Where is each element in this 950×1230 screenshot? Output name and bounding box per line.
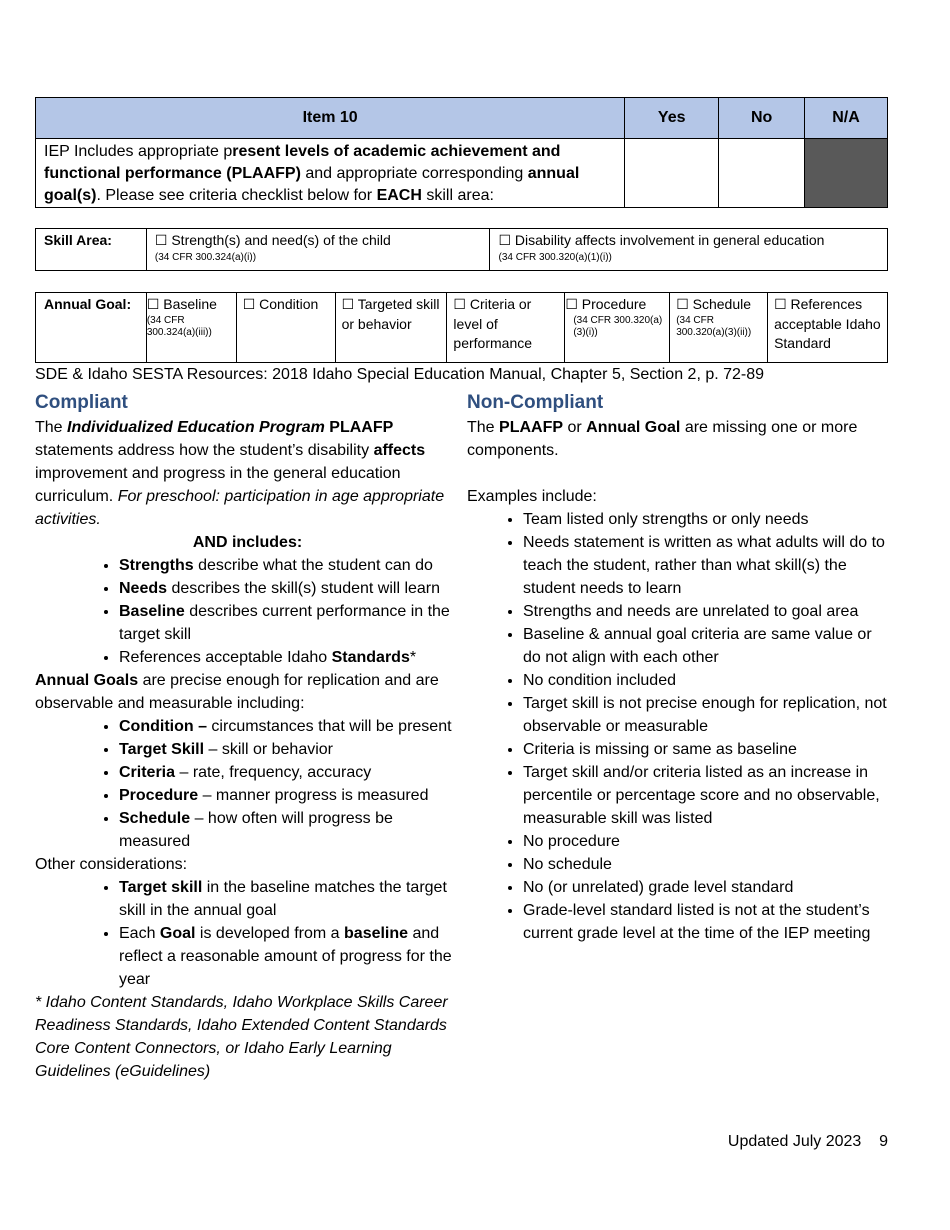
compliant-heading: Compliant (35, 392, 128, 413)
noncompliant-intro: The PLAAFP or Annual Goal are missing one or more components. (467, 419, 858, 459)
list-item: • References acceptable Idaho Standards* (119, 646, 460, 669)
item-10-table (35, 97, 888, 208)
list-item: • No schedule (523, 853, 892, 876)
annual-goal-label: Annual Goal: (36, 293, 147, 363)
other-considerations: Other considerations: (35, 856, 188, 873)
yes-cell[interactable] (625, 139, 719, 208)
criteria-checkbox[interactable]: ☐ Criteria or level of performance (447, 293, 565, 363)
list-item: • Condition – circumstances that will be present (119, 715, 460, 738)
disability-affects-checkbox[interactable]: ☐ Disability affects involvement in general education (34 CFR 300.320(a)(1)(i)) (490, 229, 888, 271)
compliant-intro: The Individualized Education Program PLAAFP statements address how the student’s disability affects improvement and progress in the general education curriculum. For preschool: participation in age appropriate activities. (35, 419, 445, 528)
no-header: No (719, 98, 805, 139)
compliant-column (35, 390, 460, 1083)
list-item: • Criteria is missing or same as baseline (523, 738, 892, 761)
strength-needs-checkbox[interactable]: ☐ Strength(s) and need(s) of the child (34 CFR 300.324(a)(i)) (146, 229, 490, 271)
spacer (467, 462, 892, 485)
list-item: • Needs statement is written as what adults will do to teach the student, rather than what skill(s) the student needs to learn (523, 531, 892, 600)
noncompliant-column (467, 390, 892, 945)
compliant-list-3 (35, 876, 460, 991)
list-item: • Team listed only strengths or only needs (523, 508, 892, 531)
skill-area-label: Skill Area: (36, 229, 147, 271)
annual-goal-table (35, 292, 888, 363)
list-item: • Target skill in the baseline matches the target skill in the annual goal (119, 876, 460, 922)
condition-checkbox[interactable]: ☐ Condition (236, 293, 335, 363)
list-item: • No (or unrelated) grade level standard (523, 876, 892, 899)
item-description: IEP Includes appropriate present levels of academic achievement and functional performance (PLAAFP) and appropriate corresponding annual goal(s). Please see criteria checklist below for EACH skill area: (36, 139, 625, 208)
examples-label: Examples include: (467, 488, 597, 505)
list-item: • Target Skill – skill or behavior (119, 738, 460, 761)
noncompliant-heading: Non-Compliant (467, 392, 604, 413)
list-item: • Procedure – manner progress is measured (119, 784, 460, 807)
list-item: • Needs describes the skill(s) student will learn (119, 577, 460, 600)
targeted-skill-checkbox[interactable]: ☐ Targeted skill or behavior (335, 293, 447, 363)
compliant-list-1 (35, 554, 460, 669)
list-item: • No procedure (523, 830, 892, 853)
na-header: N/A (805, 98, 888, 139)
and-includes: AND includes: (192, 534, 303, 551)
baseline-checkbox[interactable]: ☐ Baseline (34 CFR 300.324(a)(iii)) (146, 293, 236, 363)
yes-header: Yes (625, 98, 719, 139)
list-item: • Target skill and/or criteria listed as an increase in percentile or percentage score and no observable, measurable skill was listed (523, 761, 892, 830)
list-item: • Strengths and needs are unrelated to goal area (523, 600, 892, 623)
page-footer: Updated July 2023 9 (727, 1133, 888, 1150)
list-item: • Target skill is not precise enough for replication, not observable or measurable (523, 692, 892, 738)
references-standard-checkbox[interactable]: ☐ References acceptable Idaho Standard (768, 293, 888, 363)
standards-footnote: * Idaho Content Standards, Idaho Workplace Skills Career Readiness Standards, Idaho Extended Content Standards Core Content Connectors, or Idaho Early Learning Guidelines (eGuidelines) (35, 994, 448, 1080)
sources-line: SDE & Idaho SESTA Resources: 2018 Idaho Special Education Manual, Chapter 5, Section 2, p. 72-89 (35, 366, 765, 383)
noncompliant-list (467, 508, 892, 945)
list-item: • Each Goal is developed from a baseline and reflect a reasonable amount of progress for the year (119, 922, 460, 991)
list-item: • Grade-level standard listed is not at the student’s current grade level at the time of the IEP meeting (523, 899, 892, 945)
item-header: Item 10 (36, 98, 625, 139)
list-item: • Baseline describes current performance in the target skill (119, 600, 460, 646)
list-item: • Strengths describe what the student can do (119, 554, 460, 577)
procedure-checkbox[interactable]: ☐ Procedure (34 CFR 300.320(a)(3)(i)) (565, 293, 670, 363)
skill-area-table (35, 228, 888, 271)
annual-goals-lead: Annual Goals are precise enough for replication and are observable and measurable including: (35, 672, 439, 712)
list-item: • Schedule – how often will progress be measured (119, 807, 460, 853)
compliant-list-2 (35, 715, 460, 853)
no-cell[interactable] (719, 139, 805, 208)
na-cell (805, 139, 888, 208)
schedule-checkbox[interactable]: ☐ Schedule (34 CFR 300.320(a)(3)(ii)) (670, 293, 768, 363)
list-item: • Criteria – rate, frequency, accuracy (119, 761, 460, 784)
list-item: • No condition included (523, 669, 892, 692)
list-item: • Baseline & annual goal criteria are same value or do not align with each other (523, 623, 892, 669)
